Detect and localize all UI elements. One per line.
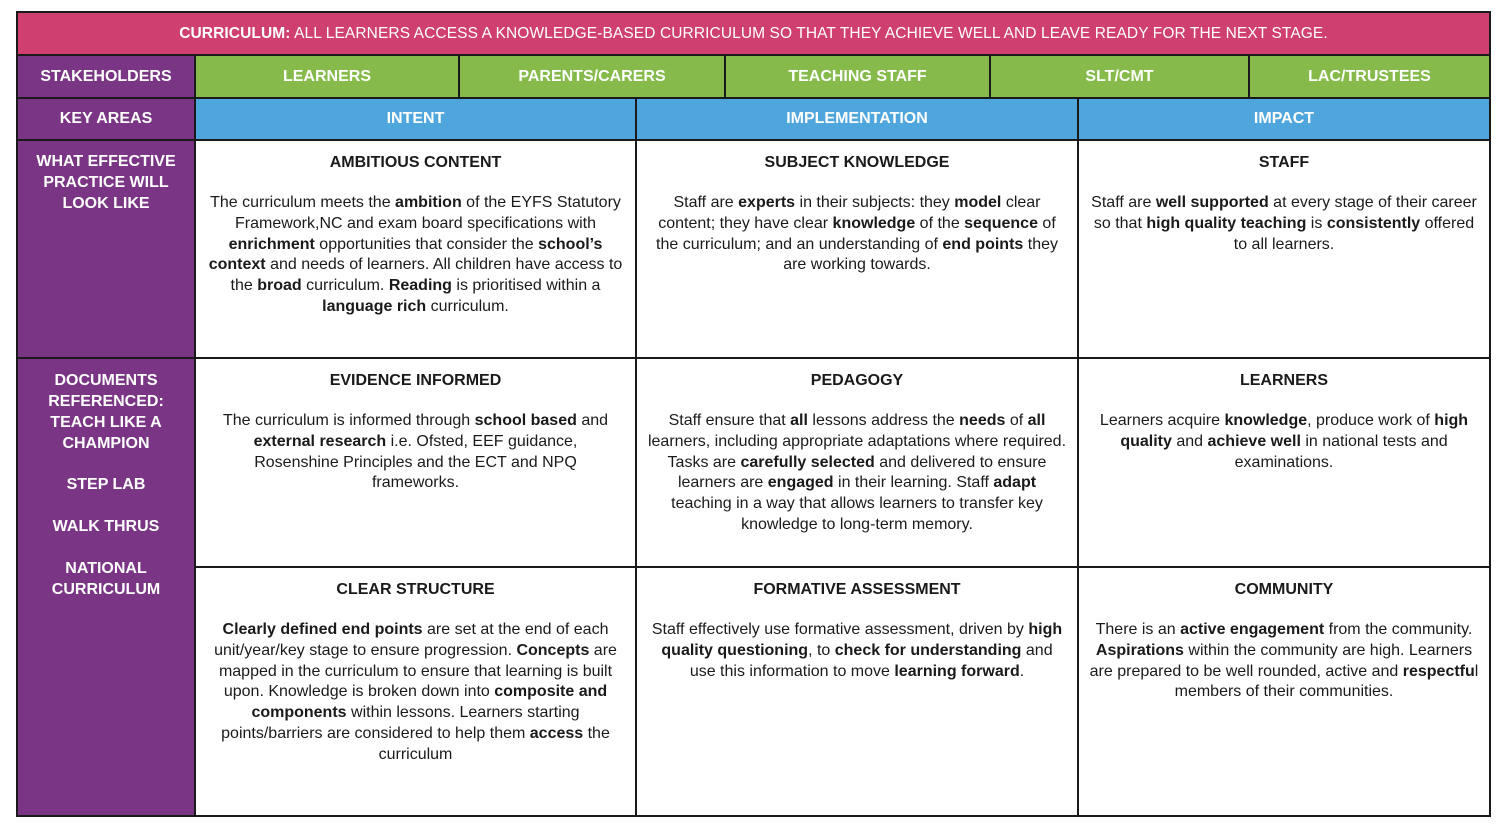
key-area-intent: INTENT xyxy=(196,99,637,141)
sidebar-national-curriculum: NATIONAL CURRICULUM xyxy=(51,560,161,598)
cell-heading: LEARNERS xyxy=(1239,372,1328,389)
emphasis-text: end points xyxy=(942,235,1024,253)
cell-heading: CLEAR STRUCTURE xyxy=(336,581,495,598)
cell-heading: COMMUNITY xyxy=(1234,581,1334,598)
key-area-impact: IMPACT xyxy=(1079,99,1489,141)
emphasis-text: active engagement xyxy=(1180,621,1325,638)
title-text: ALL LEARNERS ACCESS A KNOWLEDGE-BASED CURRICULUM SO THAT THEY ACHIEVE WELL AND LEAVE READY FOR THE NEXT STAGE. xyxy=(290,24,1328,42)
cell-community xyxy=(1079,568,1489,817)
emphasis-text: broad xyxy=(257,277,302,295)
emphasis-text: Clearly defined end points xyxy=(222,621,423,638)
sidebar-documents-label: DOCUMENTS REFERENCED: TEACH LIKE A CHAMPION xyxy=(48,372,164,452)
emphasis-text: Concepts xyxy=(516,641,590,659)
cell-evidence-informed xyxy=(196,359,637,568)
sidebar-practice xyxy=(18,141,196,359)
stakeholder-learners: LEARNERS xyxy=(196,56,460,99)
cell-heading: AMBITIOUS CONTENT xyxy=(329,154,502,171)
stakeholder-lac-trustees: LAC/TRUSTEES xyxy=(1250,56,1489,99)
stakeholder-slt-cmt: SLT/CMT xyxy=(991,56,1250,99)
emphasis-text: school’s context xyxy=(208,235,603,274)
cell-learners xyxy=(1079,359,1489,568)
cell-staff xyxy=(1079,141,1489,359)
cell-heading: STAFF xyxy=(1258,154,1310,171)
emphasis-text: language rich xyxy=(322,297,427,315)
cell-body: Staff are experts in their subjects: they model clear content; they have clear knowledge of the sequence of the curriculum; and an understanding of end points they are working towards. xyxy=(656,194,1058,274)
title-label: CURRICULUM: xyxy=(179,24,291,42)
emphasis-text: high quality questioning xyxy=(661,621,1063,659)
emphasis-text: carefully selected xyxy=(740,453,875,471)
cell-heading: EVIDENCE INFORMED xyxy=(329,372,502,389)
cell-body: Staff effectively use formative assessment, driven by high quality questioning, to check for understanding and use this information to move learning forward. xyxy=(651,621,1063,680)
emphasis-text: needs xyxy=(959,412,1006,429)
key-areas-header: KEY AREAS xyxy=(18,99,196,141)
cell-body: Learners acquire knowledge, produce work of high quality and achieve well in national tests and examinations. xyxy=(1099,412,1469,471)
emphasis-text: external research xyxy=(253,432,387,450)
emphasis-text: high quality xyxy=(1120,412,1469,450)
stakeholders-row xyxy=(18,56,1489,99)
emphasis-text: high quality teaching xyxy=(1146,214,1307,232)
emphasis-text: sequence xyxy=(964,214,1038,232)
emphasis-text: composite and components xyxy=(251,683,608,722)
emphasis-text: ambition xyxy=(395,194,462,211)
stakeholders-header: STAKEHOLDERS xyxy=(18,56,196,99)
emphasis-text: well supported xyxy=(1155,194,1269,211)
curriculum-title xyxy=(18,13,1489,56)
emphasis-text: school based xyxy=(474,412,577,429)
emphasis-text: Reading xyxy=(388,277,452,295)
cell-heading: PEDAGOGY xyxy=(810,372,904,389)
cell-ambitious-content xyxy=(196,141,637,359)
cell-body: Clearly defined end points are set at the end of each unit/year/key stage to ensure progression. Concepts are mapped in the curriculum to ensure that learning is built upon. Knowledge is broken down into composite and components within lessons. Learners starting points/barriers are considered to help them access the curriculum xyxy=(214,621,617,763)
cell-body: The curriculum is informed through school based and external research i.e. Ofsted, EEF guidance, Rosenshine Principles and the ECT and NPQ frameworks. xyxy=(222,412,609,492)
emphasis-text: access xyxy=(529,724,584,742)
cell-body: There is an active engagement from the community. Aspirations within the community are high. Learners are prepared to be well rounded, active and respectful members of their communities. xyxy=(1089,621,1479,701)
emphasis-text: experts xyxy=(738,194,796,211)
emphasis-text: model xyxy=(954,194,1002,211)
emphasis-text: enrichment xyxy=(228,235,315,253)
emphasis-text: all xyxy=(790,412,808,429)
stakeholder-teaching-staff: TEACHING STAFF xyxy=(726,56,991,99)
cell-pedagogy xyxy=(637,359,1079,568)
cell-clear-structure xyxy=(196,568,637,817)
cell-heading: SUBJECT KNOWLEDGE xyxy=(764,154,950,171)
emphasis-text: Aspirations xyxy=(1095,641,1184,659)
sidebar-documents xyxy=(18,359,196,817)
cell-body: The curriculum meets the ambition of the EYFS Statutory Framework,NC and exam board specifications with enrichment opportunities that consider the school’s context and needs of learners. All children have access to the broad curriculum. Reading is prioritised within a language rich curriculum. xyxy=(208,194,623,315)
emphasis-text: consistently xyxy=(1326,214,1421,232)
emphasis-text: adapt xyxy=(993,474,1037,492)
emphasis-text: knowledge xyxy=(1224,412,1308,429)
emphasis-text: respectfu xyxy=(1402,662,1475,680)
cell-body: Staff are well supported at every stage of their career so that high quality teaching is consistently offered to all learners. xyxy=(1091,194,1477,253)
sidebar-walk-thrus: WALK THRUS xyxy=(52,518,160,535)
emphasis-text: engaged xyxy=(767,474,834,492)
key-area-implementation: IMPLEMENTATION xyxy=(637,99,1079,141)
emphasis-text: all xyxy=(1027,412,1046,429)
sidebar-step-lab: STEP LAB xyxy=(66,476,146,493)
curriculum-table xyxy=(16,11,1491,817)
emphasis-text: knowledge xyxy=(832,214,916,232)
emphasis-text: achieve well xyxy=(1207,432,1301,450)
cell-body: Staff ensure that all lessons address the needs of all learners, including appropriate adaptations where required. Tasks are carefully selected and delivered to ensure learners are engaged in their learning. Staff adapt teaching in a way that allows learners to transfer key knowledge to long-term memory. xyxy=(647,412,1067,533)
key-areas-row xyxy=(18,99,1489,141)
cell-formative-assessment xyxy=(637,568,1079,817)
sidebar-practice-label: WHAT EFFECTIVE PRACTICE WILL LOOK LIKE xyxy=(36,153,176,212)
emphasis-text: check for understanding xyxy=(834,641,1022,659)
cell-subject-knowledge xyxy=(637,141,1079,359)
emphasis-text: learning forward xyxy=(894,662,1020,680)
stakeholder-parents-carers: PARENTS/CARERS xyxy=(460,56,726,99)
cell-heading: FORMATIVE ASSESSMENT xyxy=(753,581,961,598)
